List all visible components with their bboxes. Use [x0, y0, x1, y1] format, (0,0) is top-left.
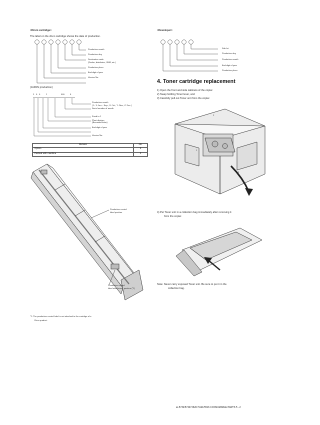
step-3: 3) Carefully pull out Toner unit from the copier.: [157, 97, 211, 100]
callout-attachment-line2: label attachment position (*1): [108, 288, 135, 290]
footnote-line1: *1: The production control label is not attached to the cartridge of a: [30, 316, 92, 318]
figure-number-1: 1: [196, 150, 198, 152]
callout-label-position-line1: Production control: [110, 209, 127, 211]
developer-label-diagram: [160, 38, 220, 83]
drum-intro-text: The label on the drum cartridge shows the date of production.: [30, 35, 101, 38]
footnote-line2: China product.: [34, 319, 48, 322]
drum-label-production-place: Production place: [88, 66, 104, 69]
table-cell-no: 3: [134, 152, 148, 156]
dev-label-production-place: Production place: [222, 69, 238, 72]
table-cell-division: Option: [33, 148, 134, 152]
japan-production-note: (JAPAN production): [30, 86, 53, 89]
japan-code-char: 6: [70, 94, 72, 96]
toner-removal-illustration: [165, 104, 275, 204]
page-footer: ar-5732/5740/ 5620/ 5121/5516 CONSUMABLE PARTS 5 - 2: [176, 406, 241, 409]
japan-label-fixed-to-1: Fixed to 1: [92, 115, 102, 118]
drum-cartridge-title: <Drum cartridge>: [30, 29, 52, 32]
step-4-line2: from the copier.: [164, 215, 182, 218]
japan-label-version-no: Version No.: [92, 134, 103, 137]
figure-number-2: 2: [213, 115, 215, 117]
japan-code-char: 1: [46, 94, 48, 96]
japan-code-char: 5: [33, 94, 35, 96]
step-1: 1) Open the front and side cabinets of the copier.: [157, 89, 214, 92]
step-2: 2) Swap holding Toner lever, and: [157, 93, 195, 96]
dev-label-production-month: Production month: [222, 58, 239, 61]
drum-label-destination-detail: (Dealer, distributor, OEM, etc.): [88, 62, 116, 64]
step-4-line1: 4) Put Toner unit in a collection bag immediately after removing it: [157, 211, 232, 214]
japan-label-production-month: Production month: [92, 102, 109, 104]
drum-label-destination-code: Destination code: [88, 58, 104, 61]
japan-code-char: 000: [61, 94, 65, 96]
japan-label-end-digit-year: End digit of year: [92, 126, 108, 129]
japan-label-barcoded-letter: (Barcoded letter): [92, 122, 108, 124]
dev-label-sub-lot: Sub lot: [222, 47, 229, 50]
figure-number-3: 3: [238, 172, 240, 174]
japan-label-serial-number: Serial number of month: [92, 107, 114, 110]
section-heading: 4. Toner cartridge replacement: [157, 79, 236, 85]
drum-label-end-digit-year: End digit of year: [88, 71, 104, 74]
japan-code-char: 0: [36, 94, 38, 96]
callout-label-position-line2: label position: [110, 212, 123, 214]
collection-bag-illustration: [170, 220, 270, 280]
dev-label-end-digit-year: End digit of year: [222, 64, 238, 67]
drum-label-version-no: Version No.: [88, 76, 99, 79]
drum-label-production-month: Production month: [88, 48, 105, 51]
developer-title: <Developer>: [157, 29, 173, 32]
japan-label-plant-division: Plant division: [92, 119, 105, 122]
japan-code-char: 0: [39, 94, 41, 96]
table-header-division: Division: [33, 144, 134, 148]
table-row: [33, 152, 148, 156]
callout-attachment-line1: Production control: [108, 285, 125, 287]
note-line1: Note: Never carry exposed Toner unit. Be sure to put it in the: [157, 283, 227, 286]
table-cell-division: Packed with machine: [33, 152, 134, 156]
dev-label-production-day: Production day: [222, 52, 236, 55]
japan-label-month-codes: (1 - 9: Jan. - Sep., X: Oct., Y: Nov., Z: Dec.): [92, 105, 132, 107]
table-header-no: No.: [134, 144, 148, 148]
table-cell-no: 2: [134, 148, 148, 152]
drum-label-production-day: Production day: [88, 53, 102, 56]
division-table: [32, 143, 148, 157]
note-line2: collection bag.: [168, 287, 185, 290]
